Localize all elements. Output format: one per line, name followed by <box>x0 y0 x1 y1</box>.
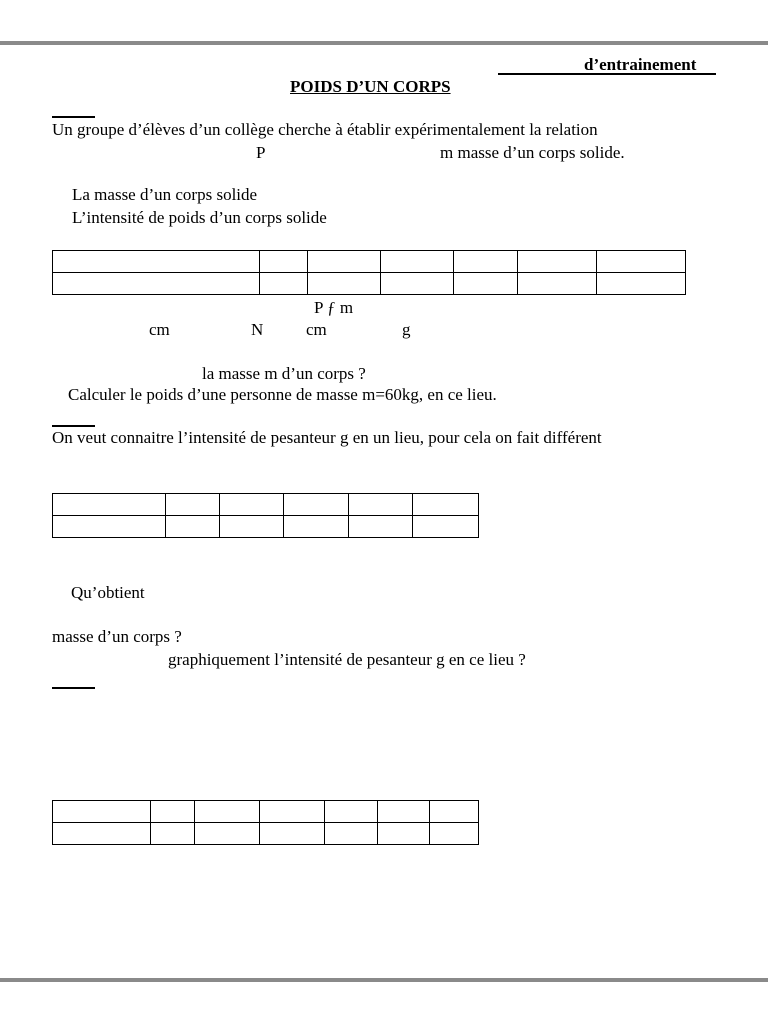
section3-heading-blank <box>52 687 95 689</box>
table-cell <box>518 251 597 273</box>
table-cell <box>151 801 195 823</box>
unit-newton: N <box>251 320 264 339</box>
unit-cm-2: cm <box>306 320 327 339</box>
measurement-table-3 <box>52 800 479 845</box>
table-cell <box>284 494 349 516</box>
section1-item1: La masse d’un corps solide <box>72 185 258 204</box>
table-cell <box>195 823 260 845</box>
section1-item2: L’intensité de poids d’un corps solide <box>72 208 327 227</box>
section1-line2-rest: m masse d’un corps solide. <box>440 143 625 162</box>
table-cell <box>195 801 260 823</box>
table-row <box>53 801 479 823</box>
top-rule <box>0 41 768 45</box>
table-cell <box>597 273 686 295</box>
table-cell <box>454 273 518 295</box>
table-cell <box>260 251 308 273</box>
table-cell <box>325 823 378 845</box>
table-cell <box>518 273 597 295</box>
table-cell <box>220 516 284 538</box>
section2-line1: On veut connaitre l’intensité de pesanteur g en un lieu, pour cela on fait différent <box>52 428 602 447</box>
table-cell <box>53 516 166 538</box>
table-cell <box>430 823 479 845</box>
question-graphically-g: graphiquement l’intensité de pesanteur g en ce lieu ? <box>168 650 526 669</box>
table-cell <box>597 251 686 273</box>
table-row <box>53 494 479 516</box>
table-cell <box>454 251 518 273</box>
question-masse-corps: masse d’un corps ? <box>52 627 182 646</box>
table-cell <box>53 823 151 845</box>
table-cell <box>284 516 349 538</box>
table-cell <box>53 273 260 295</box>
table-cell <box>349 516 413 538</box>
table-cell <box>260 801 325 823</box>
bottom-rule <box>0 978 768 982</box>
table-row <box>53 251 686 273</box>
table-cell <box>166 516 220 538</box>
table-cell <box>413 494 479 516</box>
table-cell <box>308 251 381 273</box>
table-cell <box>260 273 308 295</box>
table-cell <box>166 494 220 516</box>
table-row <box>53 823 479 845</box>
table-cell <box>220 494 284 516</box>
table-cell <box>378 823 430 845</box>
table-cell <box>325 801 378 823</box>
section1-heading-blank <box>52 116 95 118</box>
measurement-table-2 <box>52 493 479 538</box>
page-title: POIDS D’UN CORPS <box>290 77 451 96</box>
question-weight-person: Calculer le poids d’une personne de masse m=60kg, en ce lieu. <box>68 385 497 404</box>
table-cell <box>413 516 479 538</box>
table-row <box>53 516 479 538</box>
formula-p-f-m: P ƒ m <box>314 298 354 317</box>
table-cell <box>430 801 479 823</box>
section2-heading-blank <box>52 425 95 427</box>
table-cell <box>151 823 195 845</box>
measurement-table-1 <box>52 250 686 295</box>
table-cell <box>53 251 260 273</box>
table-cell <box>53 494 166 516</box>
table-cell <box>381 273 454 295</box>
table-cell <box>53 801 151 823</box>
unit-gram: g <box>402 320 411 339</box>
question-mass: la masse m d’un corps ? <box>202 364 366 383</box>
section1-line2-p: P <box>256 143 266 162</box>
header-right-label: d’entrainement <box>584 55 697 74</box>
table-cell <box>381 251 454 273</box>
table-cell <box>308 273 381 295</box>
table-row <box>53 273 686 295</box>
question-obtient: Qu’obtient <box>71 583 145 602</box>
table-cell <box>378 801 430 823</box>
table-cell <box>349 494 413 516</box>
unit-cm-1: cm <box>149 320 170 339</box>
table-cell <box>260 823 325 845</box>
section1-line1: Un groupe d’élèves d’un collège cherche à établir expérimentalement la relation <box>52 120 598 139</box>
